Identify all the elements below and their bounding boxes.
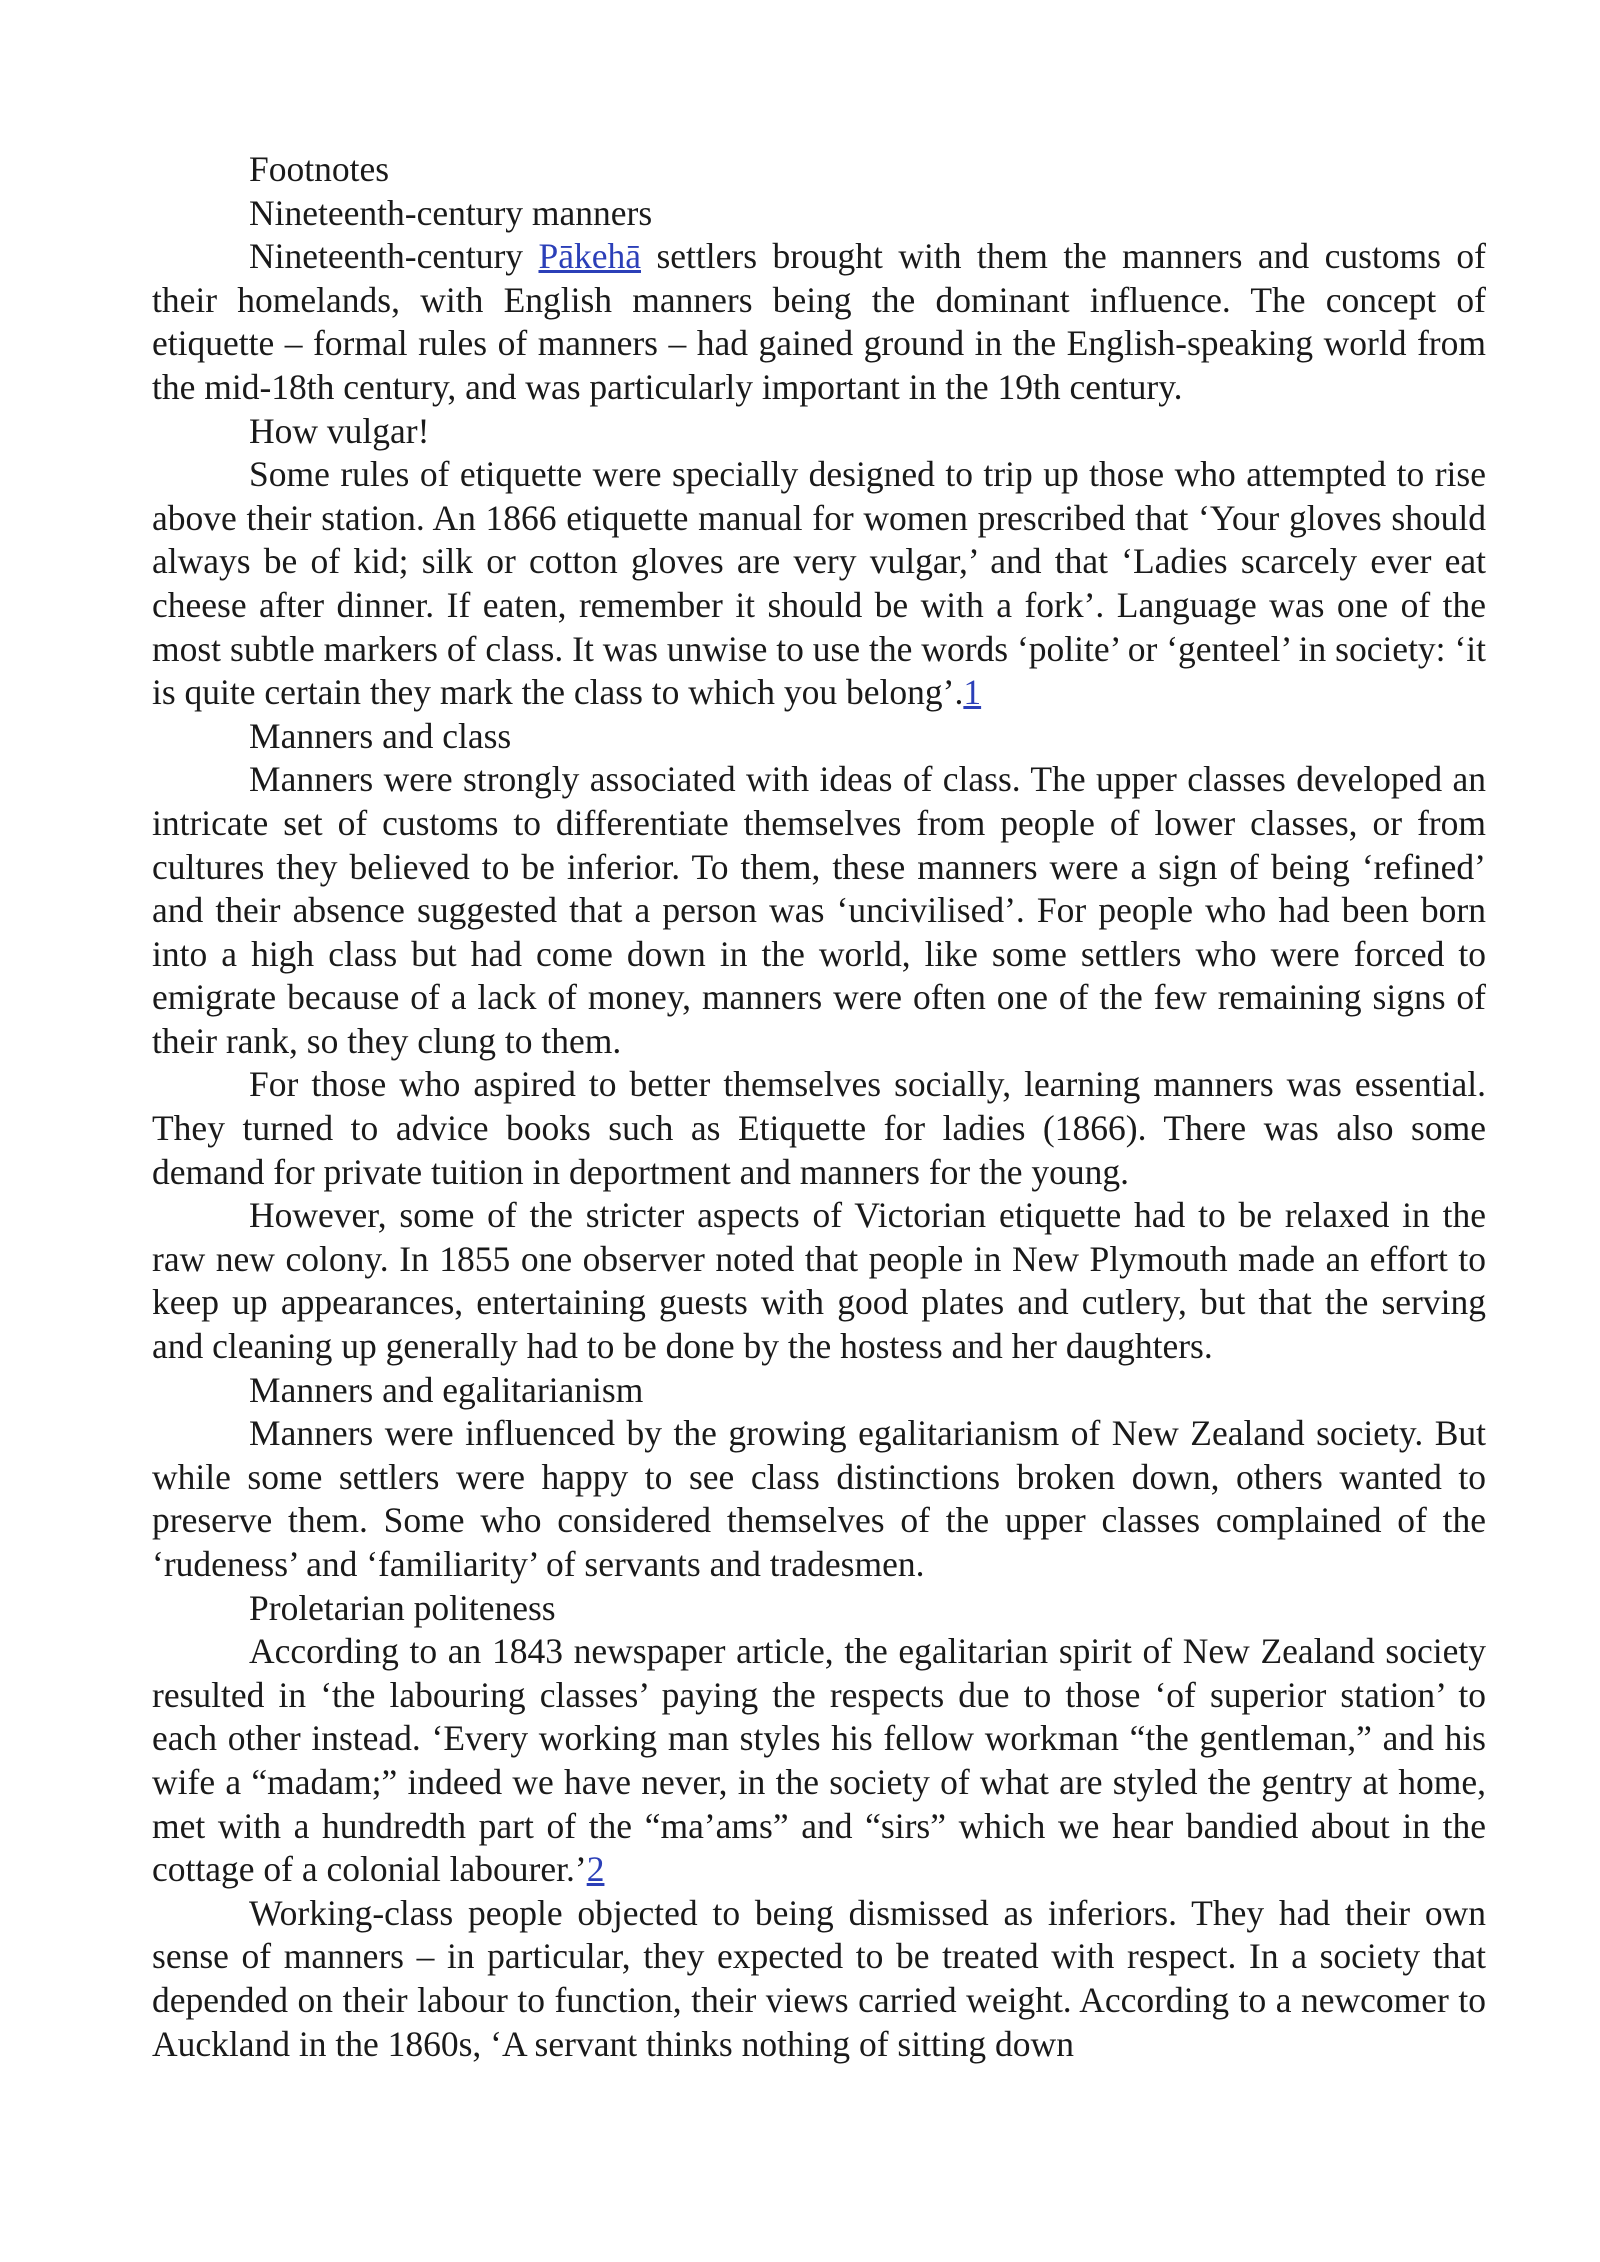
heading-manners-and-egalitarianism: Manners and egalitarianism: [249, 1369, 644, 1410]
paragraph-egalitarianism: Manners were influenced by the growing egalitarianism of New Zealand society. But while some settlers were happy to see class distinctions broken down, others wanted to preserve them. Some who considered themselves of the upper classes complained of the ‘rudeness’ and ‘familiarity’ of servants and tradesmen.: [152, 1413, 1486, 1584]
paragraph-settlers: [152, 235, 1486, 409]
heading-manners-and-class: Manners and class: [249, 715, 512, 756]
paragraph-newspaper-article: [152, 1630, 1486, 1892]
document-page: [152, 148, 1486, 2066]
paragraph-aspired: For those who aspired to better themselves socially, learning manners was essential. They turned to advice books such as Etiquette for ladies (1866). There was also some demand for private tuition in deportment and manners for the young.: [152, 1064, 1486, 1192]
paragraph-rules-of-etiquette: [152, 453, 1486, 715]
paragraph-manners-class: Manners were strongly associated with ideas of class. The upper classes developed an intricate set of customs to differentiate themselves from people of lower classes, or from cultures they believed to be inferior. To them, these manners were a sign of being ‘refined’ and their absence suggested that a person was ‘uncivilised’. For people who had been born into a high class but had come down in the world, like some settlers who were forced to emigrate because of a lack of money, manners were often one of the few remaining signs of their rank, so they clung to them.: [152, 759, 1486, 1061]
heading-proletarian-politeness: Proletarian politeness: [249, 1587, 556, 1628]
heading-footnotes: Footnotes: [249, 149, 390, 189]
heading-nineteenth-century-manners: Nineteenth-century manners: [249, 192, 653, 233]
link-pakeha[interactable]: Pākehā: [538, 236, 641, 277]
paragraph-text: settlers brought with them the manners and customs of their homelands, with English manners being the dominant influence. The concept of etiquette – formal rules of manners – had gained ground in the English-speaking world from the mid-18th century, and was particularly important in the 19th century.: [152, 236, 1487, 407]
heading-how-vulgar: How vulgar!: [249, 410, 430, 451]
paragraph-text: Some rules of etiquette were specially designed to trip up those who attempted to rise above their station. An 1866 etiquette manual for women prescribed that ‘Your gloves should always be of kid; silk or cotton gloves are very vulgar,’ and that ‘Ladies scarcely ever eat cheese after dinner. If eaten, remember it should be with a fork’. Language was one of the most subtle markers of class. It was unwise to use the words ‘polite’ or ‘genteel’ in society: ‘it is quite certain they mark the class to which you belong’.: [152, 454, 1486, 713]
footnote-link-2[interactable]: 2: [586, 1849, 605, 1890]
paragraph-stricter-aspects: However, some of the stricter aspects of Victorian etiquette had to be relaxed in the raw new colony. In 1855 one observer noted that people in New Plymouth made an effort to keep up appearances, entertaining guests with good plates and cutlery, but that the serving and cleaning up generally had to be done by the hostess and her daughters.: [152, 1195, 1486, 1367]
paragraph-text: Nineteenth-century: [249, 236, 539, 277]
footnote-link-1[interactable]: 1: [963, 672, 982, 713]
paragraph-working-class: Working-class people objected to being dismissed as inferiors. They had their own sense of manners – in particular, they expected to be treated with respect. In a society that depended on their labour to function, their views carried weight. According to a newcomer to Auckland in the 1860s, ‘A servant thinks nothing of sitting down: [152, 1892, 1486, 2064]
paragraph-text: According to an 1843 newspaper article, the egalitarian spirit of New Zealand society resulted in ‘the labouring classes’ paying the respects due to those ‘of superior station’ to each other instead. ‘Every working man styles his fellow workman “the gentleman,” and his wife a “madam;” indeed we have never, in the society of what are styled the gentry at home, met with a hundredth part of the “ma’ams” and “sirs” which we hear bandied about in the cottage of a colonial labourer.’: [152, 1631, 1486, 1890]
